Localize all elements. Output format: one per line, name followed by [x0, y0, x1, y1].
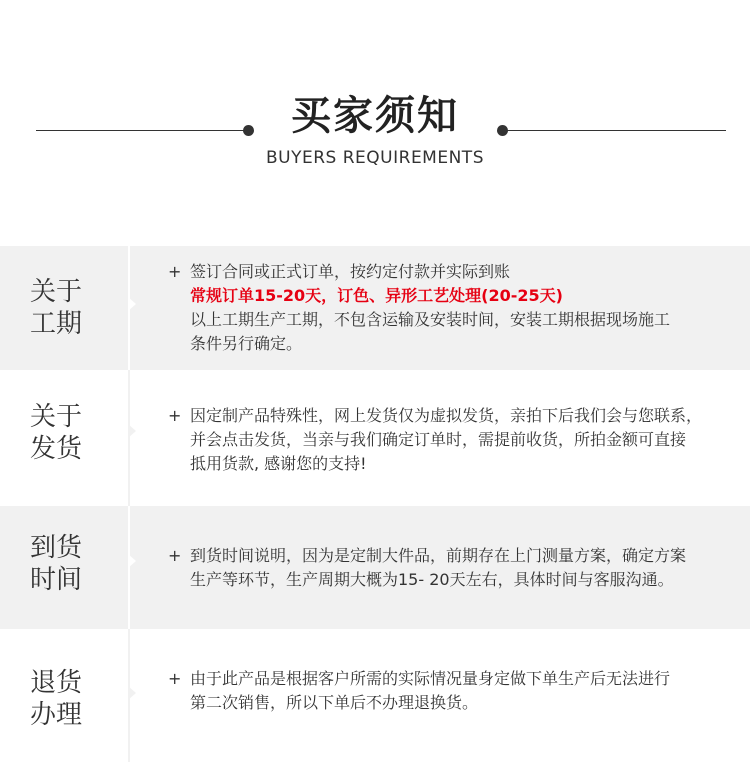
content-line: 抵用货款, 感谢您的支持!: [190, 454, 367, 473]
section-label-line: 发货: [29, 434, 82, 464]
page-title: 买家须知: [291, 93, 459, 139]
page-subtitle: BUYERS REQUIREMENTS: [266, 148, 484, 168]
section-label-line: 关于: [29, 402, 82, 432]
content-line: 并会点击发货，当亲与我们确定订单时，需提前收货，所拍金额可直接: [190, 430, 687, 449]
section-schedule: [0, 246, 750, 370]
content-line: 由于此产品是根据客户所需的实际情况量身定做下单生产后无法进行: [190, 669, 671, 688]
content-line: 到货时间说明，因为是定制大件品，前期存在上门测量方案，确定方案: [190, 546, 687, 565]
section-arrival: [0, 506, 750, 629]
plus-icon: +: [168, 406, 182, 425]
divider-notch: [128, 686, 136, 700]
section-label: [0, 401, 112, 465]
section-shipping: [0, 370, 750, 506]
content-line: 条件另行确定。: [190, 334, 303, 353]
section-divider: [128, 370, 130, 506]
content-line: 以上工期生产工期，不包含运输及安装时间，安装工期根据现场施工: [190, 310, 671, 329]
divider-notch: [128, 554, 136, 568]
content-line: 第二次销售，所以下单后不办理退换货。: [190, 693, 479, 712]
page-header: [0, 0, 750, 246]
section-label-line: 办理: [29, 700, 82, 730]
section-label-line: 到货: [29, 533, 82, 563]
section-label-line: 工期: [29, 309, 82, 339]
divider-notch: [128, 424, 136, 438]
content-line: 生产等环节，生产周期大概为15- 20天左右，具体时间与客服沟通。: [190, 570, 674, 589]
plus-icon: +: [168, 262, 182, 281]
plus-icon: +: [168, 669, 182, 688]
plus-icon: +: [168, 546, 182, 565]
section-returns: [0, 629, 750, 762]
section-label: [0, 532, 112, 596]
section-label-line: 退货: [29, 668, 82, 698]
section-label-line: 关于: [29, 277, 82, 307]
section-label: [0, 667, 112, 731]
divider-notch: [128, 297, 136, 311]
content-line: 因定制产品特殊性，网上发货仅为虚拟发货，亲拍下后我们会与您联系，: [190, 406, 703, 425]
content-line: 签订合同或正式订单，按约定付款并实际到账: [190, 262, 511, 281]
section-label-line: 时间: [29, 565, 82, 595]
section-label: [0, 276, 112, 340]
highlight-line: 常规订单15-20天，订色、异形工艺处理(20-25天): [190, 286, 563, 305]
